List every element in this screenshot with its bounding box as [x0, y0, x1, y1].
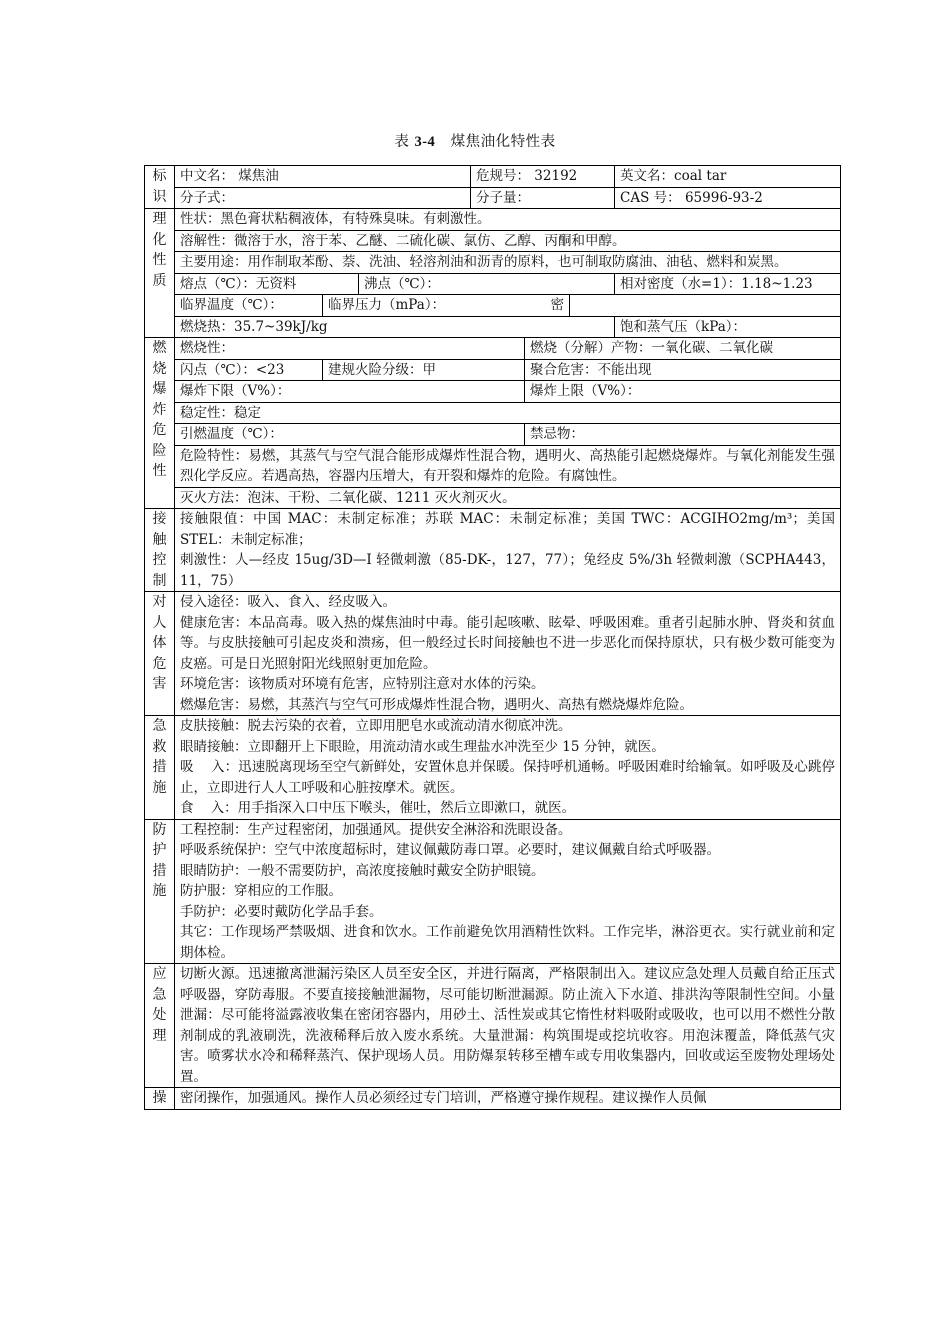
category-operation: 操	[145, 1088, 175, 1110]
identification-row-2	[145, 187, 841, 209]
respiratory-text: 呼吸系统保护：空气中浓度超标时，建议佩戴防毒口罩。必要时，建议佩戴自给式呼吸器。	[180, 842, 720, 858]
operation-text: 密闭操作，加强通风。操作人员必须经过专门培训，严格遵守操作规程。建议操作人员佩	[180, 1090, 707, 1106]
exposure-limits-text: 接触限值：中国 MAC：未制定标准；苏联 MAC：未制定标准；美国 TWC：ACGIHO2mg/m³；美国 STEL：未制定标准；	[180, 511, 836, 548]
cas-cell: CAS 号： 65996-93-2	[615, 187, 841, 209]
chemical-properties-table	[144, 165, 841, 1110]
health-cell	[175, 592, 841, 716]
polymerization-cell: 聚合危害：不能出现	[525, 359, 841, 381]
caption-prefix: 表	[394, 134, 415, 150]
fire-hazard-cell	[175, 445, 841, 487]
category-first-aid: 急救措施	[145, 716, 175, 820]
eye-protection-text: 眼睛防护：一般不需要防护，高浓度接触时戴安全防护眼镜。	[180, 862, 545, 879]
incompatible-cell: 禁忌物：	[525, 424, 841, 446]
hand-protection-text: 手防护：必要时戴防化学品手套。	[180, 903, 383, 920]
category-emergency: 应急处理	[145, 964, 175, 1088]
skin-contact-text: 皮肤接触：脱去污染的衣着，立即用肥皂水或流动清水彻底冲洗。	[180, 718, 572, 734]
engineering-text: 工程控制：生产过程密闭，加强通风。提供安全淋浴和洗眼设备。	[180, 821, 572, 838]
fire-row-stability	[145, 402, 841, 424]
ignition-temp-cell: 引燃温度（℃）：	[175, 424, 525, 446]
fire-row-ignition	[145, 424, 841, 446]
explosion-hazard-text: 燃爆危害：易燃，其蒸汽与空气可形成爆炸性混合物，遇明火、高热有燃烧爆炸危险。	[180, 696, 693, 713]
emergency-row	[145, 964, 841, 1088]
physchem-row-appearance	[145, 209, 841, 231]
fire-row-flammability	[145, 338, 841, 360]
fire-row-extinguishing	[145, 487, 841, 509]
ingestion-text: 食 入：用手指深入口中压下喉头，催吐，然后立即漱口，就医。	[180, 800, 576, 816]
lel-cell: 爆炸下限（V%）：	[175, 381, 525, 403]
irritation-text: 刺激性：人—经皮 15ug/3D—I 轻微刺激（85-DK-，127，77）；兔经皮 5%/3h 轻微刺激（SCPHA443，11，75）	[180, 552, 836, 589]
physchem-row-critical	[145, 295, 841, 317]
caption-number: 3-4	[414, 134, 436, 150]
en-name-cell: 英文名：coal tar	[615, 166, 841, 188]
uses-text: 主要用途：用作制取苯酚、萘、洗油、轻溶剂油和沥青的原料，也可制取防腐油、油毡、燃料和炭黑。	[180, 254, 788, 270]
fire-row-explosion	[145, 381, 841, 403]
crit-pressure-cell	[323, 295, 570, 317]
operation-cell	[175, 1088, 841, 1110]
emergency-cell	[175, 964, 841, 1088]
protection-row	[145, 819, 841, 964]
category-fire: 燃烧爆炸危险性	[145, 338, 175, 509]
stability-cell: 稳定性：稳定	[175, 402, 841, 424]
category-physchem: 理化性质	[145, 209, 175, 338]
heat-combustion-cell: 燃烧热：35.7~39kJ/kg	[175, 316, 615, 338]
table-caption	[0, 130, 950, 151]
protection-cell	[175, 819, 841, 964]
formula-cell: 分子式：	[175, 187, 471, 209]
vapor-pressure-cell: 饱和蒸气压（kPa）：	[615, 316, 841, 338]
mol-weight-cell: 分子量：	[471, 187, 615, 209]
crit-temp-cell: 临界温度（℃）：	[175, 295, 323, 317]
operation-row	[145, 1088, 841, 1110]
fire-class-cell: 建规火险分级：甲	[323, 359, 525, 381]
eye-contact-text: 眼睛接触：立即翻开上下眼睑，用流动清水或生理盐水冲洗至少 15 分钟，就医。	[180, 738, 665, 755]
fire-row-hazard	[145, 445, 841, 487]
density-cell: 相对密度（水=1）：1.18~1.23	[615, 273, 841, 295]
solubility-cell: 溶解性：微溶于水，溶于苯、乙醚、二硫化碳、氯仿、乙醇、丙酮和甲醇。	[175, 230, 841, 252]
identification-row-1	[145, 166, 841, 188]
cn-name-cell: 中文名： 煤焦油	[175, 166, 471, 188]
category-protection: 防护措施	[145, 819, 175, 964]
melting-point-cell: 熔点（℃）：无资料	[175, 273, 359, 295]
uses-cell	[175, 252, 841, 274]
exposure-cell	[175, 509, 841, 592]
inhalation-text: 吸 入：迅速脱离现场至空气新鲜处，安置休息并保暖。保持呼机通畅。呼吸困难时给输氧。如呼吸及心跳停止，立即进行人人工呼吸和心脏按摩术。就医。	[180, 759, 836, 796]
crit-blank-cell	[570, 295, 841, 317]
category-exposure: 接触控制	[145, 509, 175, 592]
health-row	[145, 592, 841, 716]
boiling-point-cell: 沸点（℃）：	[359, 273, 615, 295]
hazard-no-cell: 危规号： 32192	[471, 166, 615, 188]
flammability-cell: 燃烧性：	[175, 338, 525, 360]
crit-pressure-label: 临界压力（mPa）：	[328, 297, 446, 313]
fire-row-flash	[145, 359, 841, 381]
route-text: 侵入途径：吸入、食入、经皮吸入。	[180, 594, 396, 610]
physchem-row-solubility	[145, 230, 841, 252]
exposure-row	[145, 509, 841, 592]
physchem-row-heat	[145, 316, 841, 338]
category-identification: 标识	[145, 166, 175, 209]
health-hazard-text: 健康危害：本品高毒。吸入热的煤焦油时中毒。能引起咳嗽、眩晕、呼吸困难。重者引起肺水肿、肾炎和贫血等。与皮肤接触可引起皮炎和溃疡，但一般经过长时间接触也不进一步恶化而保持原状，只有极少数可能变为皮癌。可是日光照射阳光线照射更加危险。	[180, 614, 836, 672]
first-aid-row	[145, 716, 841, 820]
physchem-row-uses	[145, 252, 841, 274]
other-protection-text: 其它：工作现场严禁吸烟、进食和饮水。工作前避免饮用酒精性饮料。工作完毕，淋浴更衣。实行就业前和定期体检。	[180, 924, 836, 961]
appearance-cell: 性状：黑色膏状粘稠液体，有特殊臭味。有刺激性。	[175, 209, 841, 231]
category-health: 对人体危害	[145, 592, 175, 716]
fire-hazard-text: 危险特性：易燃，其蒸气与空气混合能形成爆炸性混合物，遇明火、高热能引起燃烧爆炸。与氧化剂能发生强烈化学反应。若遇高热，容器内压增大，有开裂和爆炸的危险。有腐蚀性。	[180, 447, 836, 484]
first-aid-cell	[175, 716, 841, 820]
body-protection-text: 防护服：穿相应的工作服。	[180, 883, 342, 899]
physchem-row-points	[145, 273, 841, 295]
crit-pressure-tail: 密	[550, 297, 565, 313]
caption-text: 煤焦油化特性表	[450, 134, 556, 150]
env-hazard-text: 环境危害：该物质对环境有危害，应特别注意对水体的污染。	[180, 676, 545, 692]
emergency-text: 切断火源。迅速撤离泄漏污染区人员至安全区，并进行隔离，严格限制出入。建议应急处理人员戴自给正压式呼吸器，穿防毒服。不要直接接触泄漏物，尽可能切断泄漏源。防止流入下水道、排洪沟等限制性空间。小量泄漏：尽可能将溢露液收集在密闭容器内，用砂土、活性炭或其它惰性材料吸附或吸收，也可以用不燃性分散剂制成的乳液刷洗，洗液稀释后放入废水系统。大量泄漏：构筑围堤或挖坑收容。用泡沫覆盖，降低蒸气灾害。喷雾状水冷和稀释蒸汽、保护现场人员。用防爆泵转移至槽车或专用收集器内，回收或运至废物处理场处置。	[180, 966, 836, 1085]
products-cell: 燃烧（分解）产物：一氧化碳、二氧化碳	[525, 338, 841, 360]
flash-point-cell: 闪点（℃）：<23	[175, 359, 323, 381]
uel-cell: 爆炸上限（V%）：	[525, 381, 841, 403]
extinguishing-cell: 灭火方法：泡沫、干粉、二氧化碳、1211 灭火剂灭火。	[175, 487, 841, 509]
